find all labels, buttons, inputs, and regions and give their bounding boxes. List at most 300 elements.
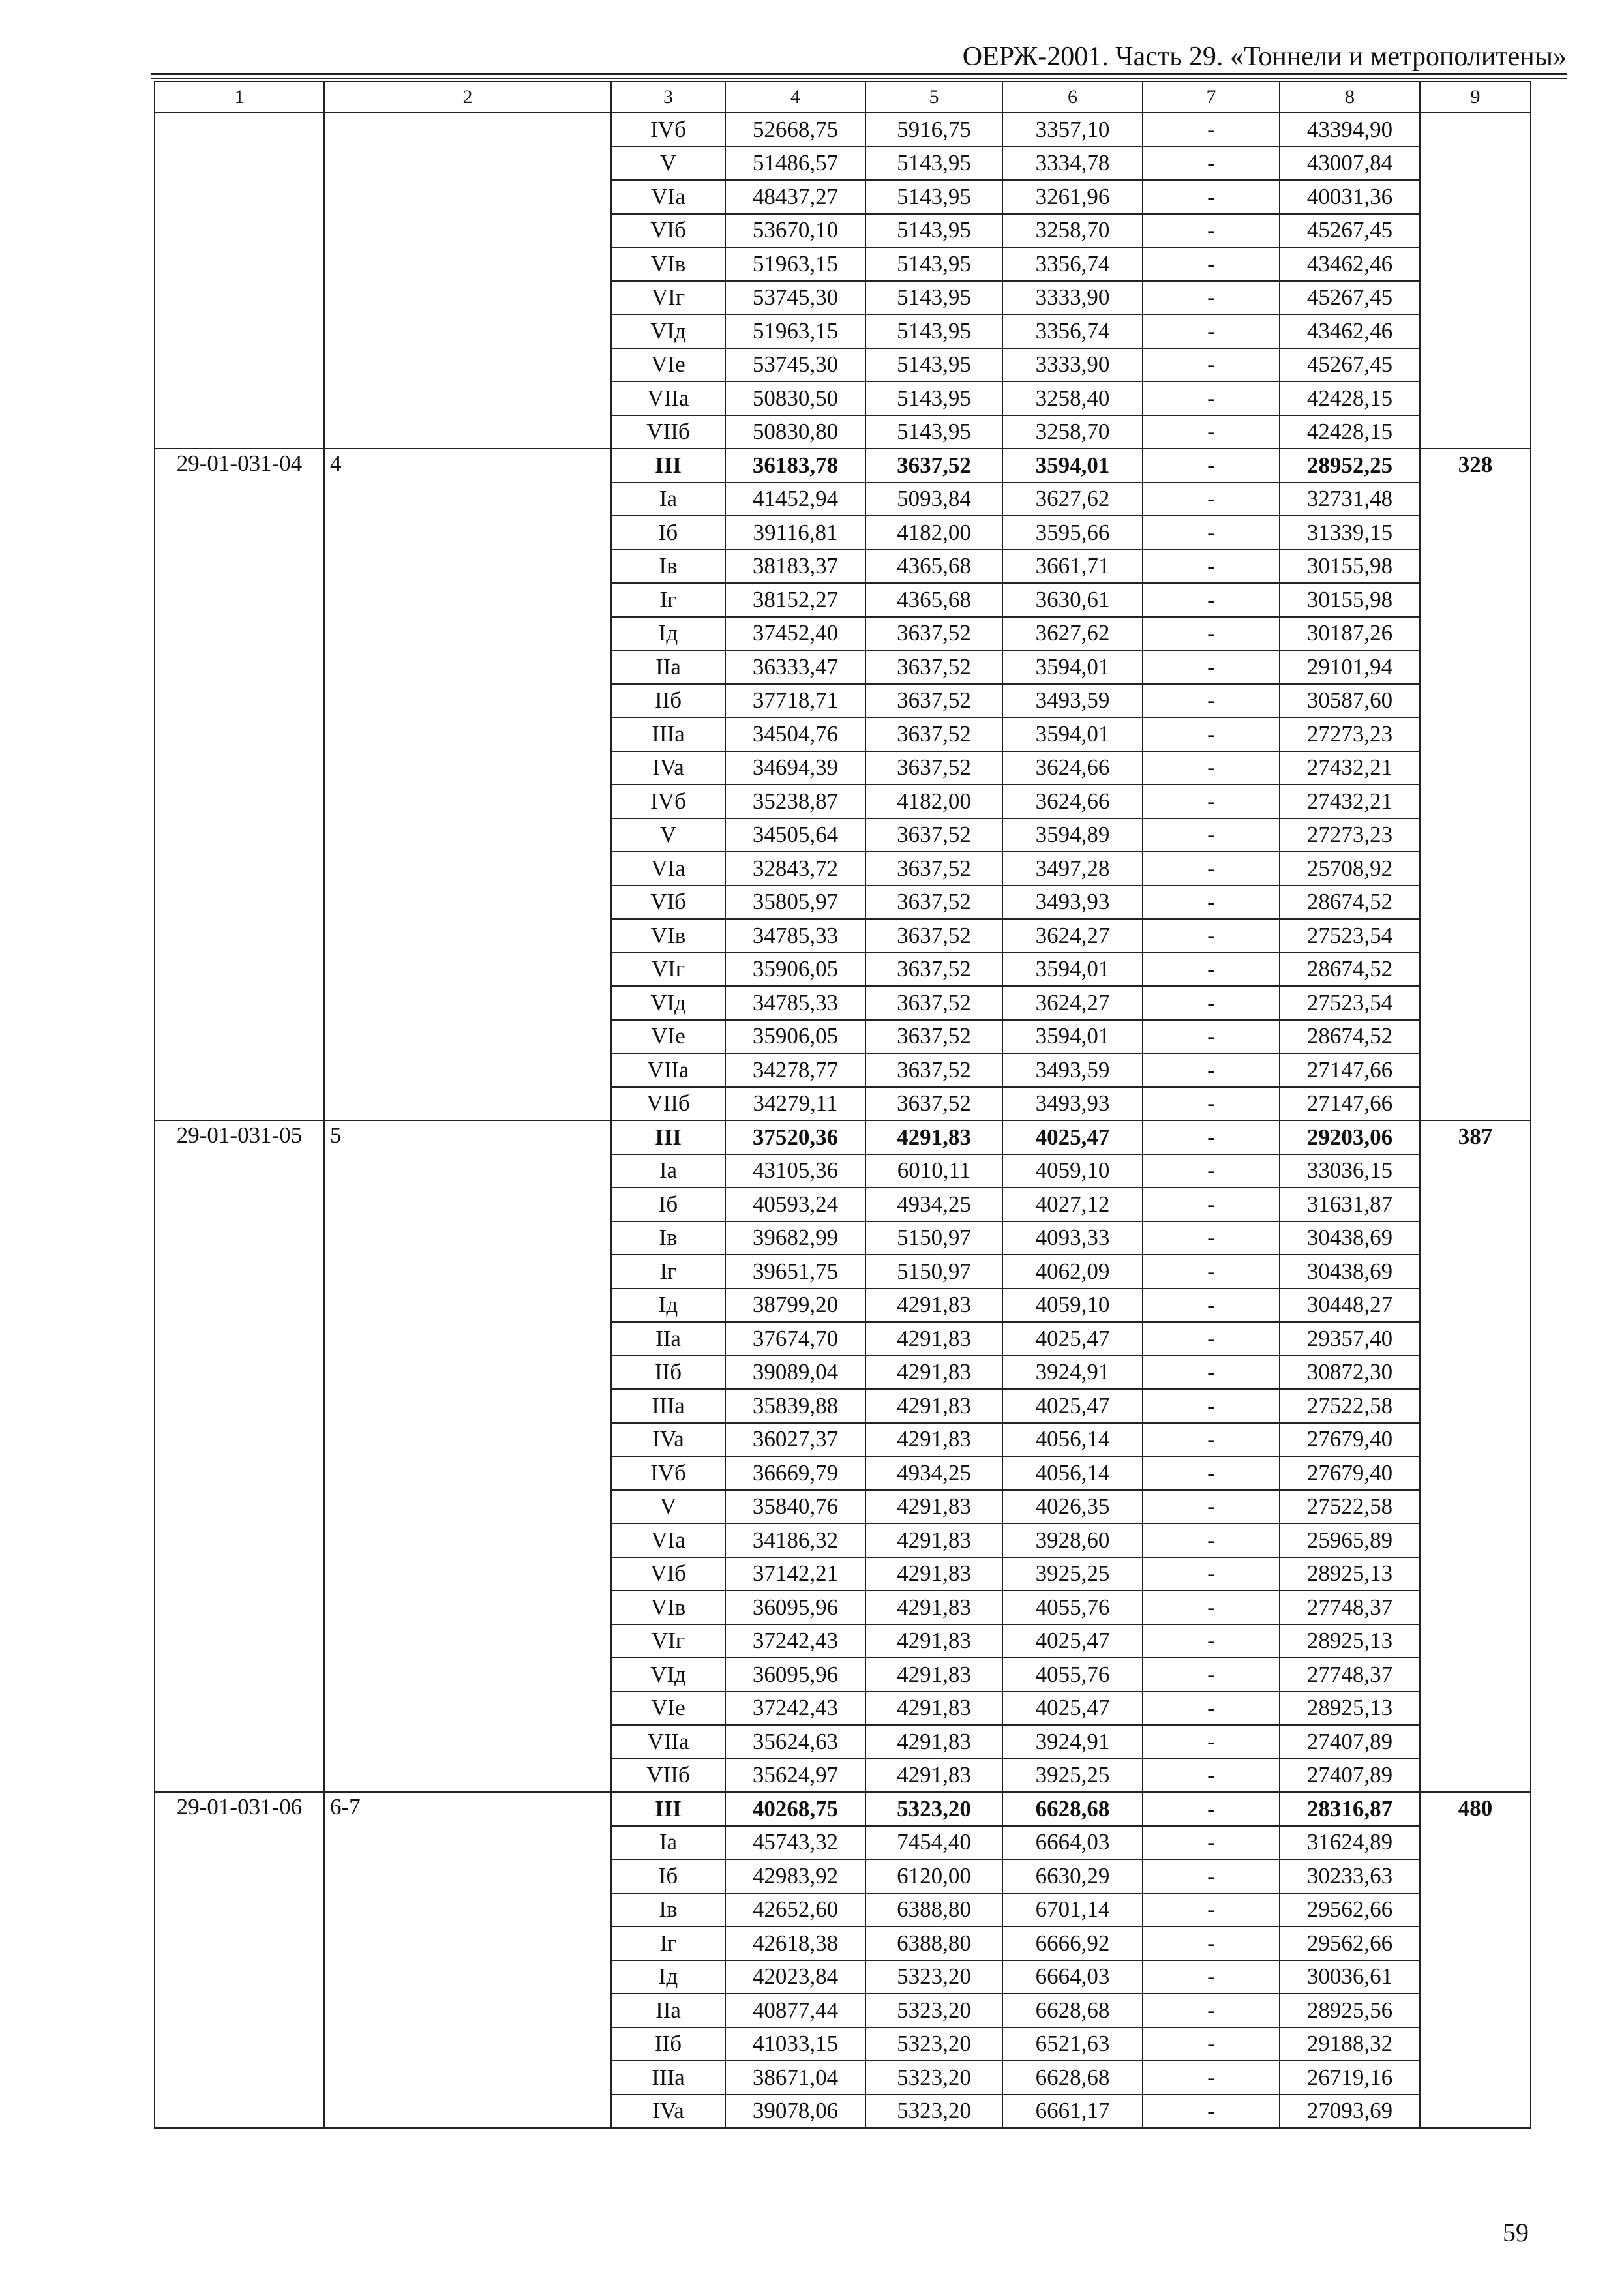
value-cell: - [1143, 1356, 1280, 1390]
value-cell: - [1143, 1389, 1280, 1423]
value-cell: 29562,66 [1280, 1893, 1420, 1927]
value-cell: 51963,15 [725, 247, 865, 281]
value-cell: 3630,61 [1002, 583, 1143, 617]
value-cell: 3497,28 [1002, 852, 1143, 886]
value-cell: 27273,23 [1280, 818, 1420, 852]
value-cell: 3334,78 [1002, 147, 1143, 181]
value-cell: 26719,16 [1280, 2061, 1420, 2095]
total-cell: 387 [1420, 1120, 1531, 1792]
value-cell: 4934,25 [865, 1456, 1002, 1490]
zone-cell: VIг [611, 953, 725, 987]
value-cell: - [1143, 113, 1280, 147]
value-cell: 45743,32 [725, 1826, 865, 1860]
zone-cell: VIв [611, 1591, 725, 1624]
value-cell: - [1143, 684, 1280, 718]
value-cell: - [1143, 1523, 1280, 1557]
value-cell: - [1143, 1087, 1280, 1121]
value-cell: 53745,30 [725, 281, 865, 315]
value-cell: 30872,30 [1280, 1356, 1420, 1390]
value-cell: 5323,20 [865, 2095, 1002, 2129]
zone-cell: IIIa [611, 1389, 725, 1423]
zone-cell: IVa [611, 751, 725, 785]
value-cell: 48437,27 [725, 180, 865, 214]
value-cell: 3925,25 [1002, 1557, 1143, 1591]
rates-table-body [155, 113, 1531, 2128]
value-cell: 4056,14 [1002, 1456, 1143, 1490]
value-cell: 27748,37 [1280, 1658, 1420, 1692]
value-cell: 4025,47 [1002, 1692, 1143, 1726]
value-cell: 4025,47 [1002, 1120, 1143, 1154]
value-cell: 4291,83 [865, 1759, 1002, 1793]
value-cell: - [1143, 1221, 1280, 1255]
value-cell: 3594,01 [1002, 1020, 1143, 1054]
zone-cell: Iд [611, 617, 725, 651]
value-cell: 36095,96 [725, 1658, 865, 1692]
value-cell: 4291,83 [865, 1423, 1002, 1457]
value-cell: 45267,45 [1280, 214, 1420, 248]
category-cell: 6-7 [324, 1792, 611, 2128]
zone-cell: IIб [611, 1356, 725, 1390]
value-cell: 40031,36 [1280, 180, 1420, 214]
value-cell: 35238,87 [725, 785, 865, 818]
zone-cell: VIд [611, 986, 725, 1020]
value-cell: 27679,40 [1280, 1456, 1420, 1490]
value-cell: 3333,90 [1002, 281, 1143, 315]
value-cell: 27273,23 [1280, 717, 1420, 751]
zone-cell: Iд [611, 1960, 725, 1994]
value-cell: 3928,60 [1002, 1523, 1143, 1557]
value-cell: 35624,97 [725, 1759, 865, 1793]
value-cell: 4026,35 [1002, 1490, 1143, 1524]
table-row [155, 449, 1531, 483]
value-cell: 34785,33 [725, 919, 865, 953]
value-cell: 4291,83 [865, 1490, 1002, 1524]
zone-cell: IVб [611, 1456, 725, 1490]
value-cell: 3624,27 [1002, 919, 1143, 953]
zone-cell: IVб [611, 785, 725, 818]
value-cell: - [1143, 1792, 1280, 1826]
value-cell: 4365,68 [865, 583, 1002, 617]
value-cell: 3637,52 [865, 1020, 1002, 1054]
value-cell: 3594,01 [1002, 650, 1143, 684]
value-cell: 30155,98 [1280, 583, 1420, 617]
value-cell: 3594,01 [1002, 449, 1143, 483]
column-number: 7 [1143, 82, 1280, 113]
value-cell: 6701,14 [1002, 1893, 1143, 1927]
value-cell: 3624,27 [1002, 986, 1143, 1020]
value-cell: 30438,69 [1280, 1221, 1420, 1255]
zone-cell: Iб [611, 1188, 725, 1221]
value-cell: 34505,64 [725, 818, 865, 852]
value-cell: - [1143, 1994, 1280, 2027]
zone-cell: IIб [611, 2027, 725, 2061]
value-cell: 4056,14 [1002, 1423, 1143, 1457]
value-cell: 6630,29 [1002, 1859, 1143, 1893]
value-cell: 40877,44 [725, 1994, 865, 2027]
category-cell: 4 [324, 449, 611, 1120]
value-cell: - [1143, 818, 1280, 852]
category-cell: 5 [324, 1120, 611, 1792]
value-cell: 35840,76 [725, 1490, 865, 1524]
value-cell: 39116,81 [725, 516, 865, 550]
zone-cell: VIв [611, 247, 725, 281]
value-cell: 4291,83 [865, 1557, 1002, 1591]
value-cell: 3637,52 [865, 449, 1002, 483]
value-cell: 3924,91 [1002, 1356, 1143, 1390]
total-cell: 328 [1420, 449, 1531, 1120]
value-cell: 36095,96 [725, 1591, 865, 1624]
value-cell: 27147,66 [1280, 1053, 1420, 1087]
value-cell: 34694,39 [725, 751, 865, 785]
zone-cell: VIIa [611, 1053, 725, 1087]
value-cell: 3637,52 [865, 852, 1002, 886]
value-cell: 4055,76 [1002, 1658, 1143, 1692]
value-cell: 38671,04 [725, 2061, 865, 2095]
value-cell: 4934,25 [865, 1188, 1002, 1221]
value-cell: - [1143, 583, 1280, 617]
value-cell: 27523,54 [1280, 986, 1420, 1020]
zone-cell: VIIб [611, 415, 725, 449]
value-cell: 29101,94 [1280, 650, 1420, 684]
value-cell: - [1143, 1725, 1280, 1759]
value-cell: 40593,24 [725, 1188, 865, 1221]
value-cell: - [1143, 1557, 1280, 1591]
value-cell: 3924,91 [1002, 1725, 1143, 1759]
zone-cell: III [611, 1120, 725, 1154]
value-cell: 5150,97 [865, 1221, 1002, 1255]
value-cell: - [1143, 281, 1280, 315]
value-cell: 50830,80 [725, 415, 865, 449]
value-cell: 29562,66 [1280, 1926, 1420, 1960]
value-cell: 37718,71 [725, 684, 865, 718]
value-cell: 35839,88 [725, 1389, 865, 1423]
value-cell: 4291,83 [865, 1322, 1002, 1356]
value-cell: 43462,46 [1280, 247, 1420, 281]
value-cell: - [1143, 1960, 1280, 1994]
value-cell: 3637,52 [865, 617, 1002, 651]
value-cell: 5143,95 [865, 147, 1002, 181]
value-cell: - [1143, 886, 1280, 920]
value-cell: 4059,10 [1002, 1289, 1143, 1323]
value-cell: - [1143, 751, 1280, 785]
value-cell: 50830,50 [725, 382, 865, 415]
value-cell: 43007,84 [1280, 147, 1420, 181]
value-cell: - [1143, 483, 1280, 516]
value-cell: 28952,25 [1280, 449, 1420, 483]
value-cell: - [1143, 415, 1280, 449]
value-cell: 4291,83 [865, 1120, 1002, 1154]
value-cell: - [1143, 1289, 1280, 1323]
page-number: 59 [1503, 2218, 1529, 2247]
value-cell: 35805,97 [725, 886, 865, 920]
value-cell: 29203,06 [1280, 1120, 1420, 1154]
value-cell: 4059,10 [1002, 1154, 1143, 1188]
value-cell: 3356,74 [1002, 314, 1143, 348]
rate-code-cell: 29-01-031-06 [155, 1792, 324, 2128]
value-cell: 29188,32 [1280, 2027, 1420, 2061]
value-cell: 27432,21 [1280, 751, 1420, 785]
value-cell: 5143,95 [865, 348, 1002, 382]
value-cell: 3258,70 [1002, 415, 1143, 449]
value-cell: 5323,20 [865, 1994, 1002, 2027]
value-cell: 4055,76 [1002, 1591, 1143, 1624]
value-cell: 3637,52 [865, 1087, 1002, 1121]
header-divider-secondary [151, 78, 1567, 79]
value-cell: 28674,52 [1280, 1020, 1420, 1054]
value-cell: 36669,79 [725, 1456, 865, 1490]
zone-cell: Iг [611, 1255, 725, 1289]
zone-cell: Iг [611, 583, 725, 617]
zone-cell: VIe [611, 1692, 725, 1726]
zone-cell: III [611, 1792, 725, 1826]
value-cell: - [1143, 1859, 1280, 1893]
value-cell: 3594,01 [1002, 953, 1143, 987]
value-cell: 4291,83 [865, 1289, 1002, 1323]
value-cell: 39682,99 [725, 1221, 865, 1255]
value-cell: 6661,17 [1002, 2095, 1143, 2129]
value-cell: 5143,95 [865, 247, 1002, 281]
total-cell: 480 [1420, 1792, 1531, 2128]
zone-cell: VIIб [611, 1759, 725, 1793]
zone-cell: VIa [611, 1523, 725, 1557]
value-cell: - [1143, 382, 1280, 415]
column-number: 9 [1420, 82, 1531, 113]
value-cell: 43462,46 [1280, 314, 1420, 348]
value-cell: 25965,89 [1280, 1523, 1420, 1557]
zone-cell: VIIa [611, 1725, 725, 1759]
value-cell: 4182,00 [865, 516, 1002, 550]
value-cell: 5143,95 [865, 214, 1002, 248]
value-cell: 37242,43 [725, 1692, 865, 1726]
zone-cell: VIe [611, 348, 725, 382]
rates-table [154, 81, 1531, 2129]
value-cell: 3624,66 [1002, 785, 1143, 818]
zone-cell: VIe [611, 1020, 725, 1054]
value-cell: 7454,40 [865, 1826, 1002, 1860]
value-cell: 3925,25 [1002, 1759, 1143, 1793]
value-cell: - [1143, 2095, 1280, 2129]
column-number: 6 [1002, 82, 1143, 113]
value-cell: 34785,33 [725, 986, 865, 1020]
value-cell: 27407,89 [1280, 1759, 1420, 1793]
value-cell: 6120,00 [865, 1859, 1002, 1893]
value-cell: 4025,47 [1002, 1624, 1143, 1658]
value-cell: 30233,63 [1280, 1859, 1420, 1893]
value-cell: 38799,20 [725, 1289, 865, 1323]
value-cell: 27679,40 [1280, 1423, 1420, 1457]
value-cell: - [1143, 1423, 1280, 1457]
value-cell: 3627,62 [1002, 617, 1143, 651]
value-cell: 38152,27 [725, 583, 865, 617]
zone-cell: VIг [611, 1624, 725, 1658]
value-cell: - [1143, 180, 1280, 214]
value-cell: 52668,75 [725, 113, 865, 147]
value-cell: 4291,83 [865, 1523, 1002, 1557]
column-number: 3 [611, 82, 725, 113]
value-cell: 3637,52 [865, 986, 1002, 1020]
value-cell: 30438,69 [1280, 1255, 1420, 1289]
value-cell: 5916,75 [865, 113, 1002, 147]
value-cell: - [1143, 953, 1280, 987]
value-cell: 37452,40 [725, 617, 865, 651]
zone-cell: Iв [611, 550, 725, 584]
value-cell: 4025,47 [1002, 1322, 1143, 1356]
value-cell: 35906,05 [725, 953, 865, 987]
page-header-title: ОЕРЖ-2001. Часть 29. «Тоннели и метрополитены» [962, 42, 1567, 72]
value-cell: 42428,15 [1280, 382, 1420, 415]
value-cell: 3357,10 [1002, 113, 1143, 147]
value-cell: - [1143, 1456, 1280, 1490]
zone-cell: IIa [611, 1994, 725, 2027]
zone-cell: VIa [611, 180, 725, 214]
zone-cell: IVa [611, 2095, 725, 2129]
value-cell: - [1143, 449, 1280, 483]
value-cell: 30155,98 [1280, 550, 1420, 584]
value-cell: - [1143, 785, 1280, 818]
value-cell: 6664,03 [1002, 1826, 1143, 1860]
value-cell: - [1143, 2061, 1280, 2095]
total-cell [1420, 113, 1531, 449]
value-cell: - [1143, 214, 1280, 248]
value-cell: 3595,66 [1002, 516, 1143, 550]
value-cell: 37142,21 [725, 1557, 865, 1591]
value-cell: 3493,93 [1002, 886, 1143, 920]
table-row [155, 113, 1531, 147]
zone-cell: Ia [611, 1826, 725, 1860]
value-cell: 31631,87 [1280, 1188, 1420, 1221]
value-cell: - [1143, 1759, 1280, 1793]
value-cell: 34504,76 [725, 717, 865, 751]
value-cell: 31624,89 [1280, 1826, 1420, 1860]
value-cell: 45267,45 [1280, 348, 1420, 382]
value-cell: 29357,40 [1280, 1322, 1420, 1356]
value-cell: 3258,40 [1002, 382, 1143, 415]
value-cell: 4025,47 [1002, 1389, 1143, 1423]
column-number: 4 [725, 82, 865, 113]
column-number: 5 [865, 82, 1002, 113]
value-cell: 37242,43 [725, 1624, 865, 1658]
value-cell: - [1143, 986, 1280, 1020]
value-cell: 3661,71 [1002, 550, 1143, 584]
value-cell: 28674,52 [1280, 953, 1420, 987]
zone-cell: VIIб [611, 1087, 725, 1121]
value-cell: 27093,69 [1280, 2095, 1420, 2129]
value-cell: 3258,70 [1002, 214, 1143, 248]
value-cell: 4291,83 [865, 1692, 1002, 1726]
value-cell: 4365,68 [865, 550, 1002, 584]
value-cell: 3637,52 [865, 751, 1002, 785]
zone-cell: IIa [611, 650, 725, 684]
value-cell: 43105,36 [725, 1154, 865, 1188]
value-cell: 38183,37 [725, 550, 865, 584]
value-cell: 36027,37 [725, 1423, 865, 1457]
zone-cell: VIд [611, 314, 725, 348]
value-cell: 6521,63 [1002, 2027, 1143, 2061]
value-cell: 4291,83 [865, 1591, 1002, 1624]
zone-cell: Iг [611, 1926, 725, 1960]
value-cell: 6628,68 [1002, 2061, 1143, 2095]
value-cell: 4093,33 [1002, 1221, 1143, 1255]
value-cell: 3493,59 [1002, 684, 1143, 718]
value-cell: 5150,97 [865, 1255, 1002, 1289]
value-cell: 3624,66 [1002, 751, 1143, 785]
value-cell: 42983,92 [725, 1859, 865, 1893]
value-cell: - [1143, 147, 1280, 181]
value-cell: - [1143, 1658, 1280, 1692]
value-cell: 3637,52 [865, 650, 1002, 684]
value-cell: 3594,89 [1002, 818, 1143, 852]
value-cell: - [1143, 1692, 1280, 1726]
value-cell: 3637,52 [865, 818, 1002, 852]
column-number: 8 [1280, 82, 1420, 113]
value-cell: - [1143, 1624, 1280, 1658]
zone-cell: Iд [611, 1289, 725, 1323]
table-row [155, 1120, 1531, 1154]
value-cell: 42652,60 [725, 1893, 865, 1927]
value-cell: 32731,48 [1280, 483, 1420, 516]
value-cell: 3637,52 [865, 1053, 1002, 1087]
value-cell: 51486,57 [725, 147, 865, 181]
value-cell: 4027,12 [1002, 1188, 1143, 1221]
zone-cell: IIб [611, 684, 725, 718]
value-cell: 3637,52 [865, 717, 1002, 751]
value-cell: 42023,84 [725, 1960, 865, 1994]
value-cell: - [1143, 2027, 1280, 2061]
value-cell: 3594,01 [1002, 717, 1143, 751]
value-cell: 5143,95 [865, 314, 1002, 348]
value-cell: 3637,52 [865, 919, 1002, 953]
zone-cell: Iв [611, 1893, 725, 1927]
value-cell: 31339,15 [1280, 516, 1420, 550]
rate-code-cell: 29-01-031-04 [155, 449, 324, 1120]
value-cell: - [1143, 617, 1280, 651]
value-cell: 5143,95 [865, 415, 1002, 449]
rate-code-cell: 29-01-031-05 [155, 1120, 324, 1792]
zone-cell: Iв [611, 1221, 725, 1255]
value-cell: 35624,63 [725, 1725, 865, 1759]
value-cell: 4291,83 [865, 1725, 1002, 1759]
value-cell: 3627,62 [1002, 483, 1143, 516]
value-cell: - [1143, 247, 1280, 281]
value-cell: 6388,80 [865, 1893, 1002, 1927]
category-cell [324, 113, 611, 449]
value-cell: 4062,09 [1002, 1255, 1143, 1289]
zone-cell: VIб [611, 886, 725, 920]
zone-cell: Iб [611, 1859, 725, 1893]
value-cell: 45267,45 [1280, 281, 1420, 315]
value-cell: 5093,84 [865, 483, 1002, 516]
value-cell: 6664,03 [1002, 1960, 1143, 1994]
zone-cell: V [611, 1490, 725, 1524]
table-row [155, 1792, 1531, 1826]
zone-cell: Iб [611, 516, 725, 550]
value-cell: 27407,89 [1280, 1725, 1420, 1759]
value-cell: 37674,70 [725, 1322, 865, 1356]
value-cell: - [1143, 1490, 1280, 1524]
value-cell: - [1143, 1120, 1280, 1154]
zone-cell: IVб [611, 113, 725, 147]
zone-cell: IIIa [611, 2061, 725, 2095]
value-cell: 27748,37 [1280, 1591, 1420, 1624]
value-cell: 30587,60 [1280, 684, 1420, 718]
value-cell: 34186,32 [725, 1523, 865, 1557]
column-number: 2 [324, 82, 611, 113]
value-cell: 4291,83 [865, 1658, 1002, 1692]
zone-cell: IIa [611, 1322, 725, 1356]
zone-cell: IVa [611, 1423, 725, 1457]
value-cell: 27147,66 [1280, 1087, 1420, 1121]
value-cell: 6388,80 [865, 1926, 1002, 1960]
